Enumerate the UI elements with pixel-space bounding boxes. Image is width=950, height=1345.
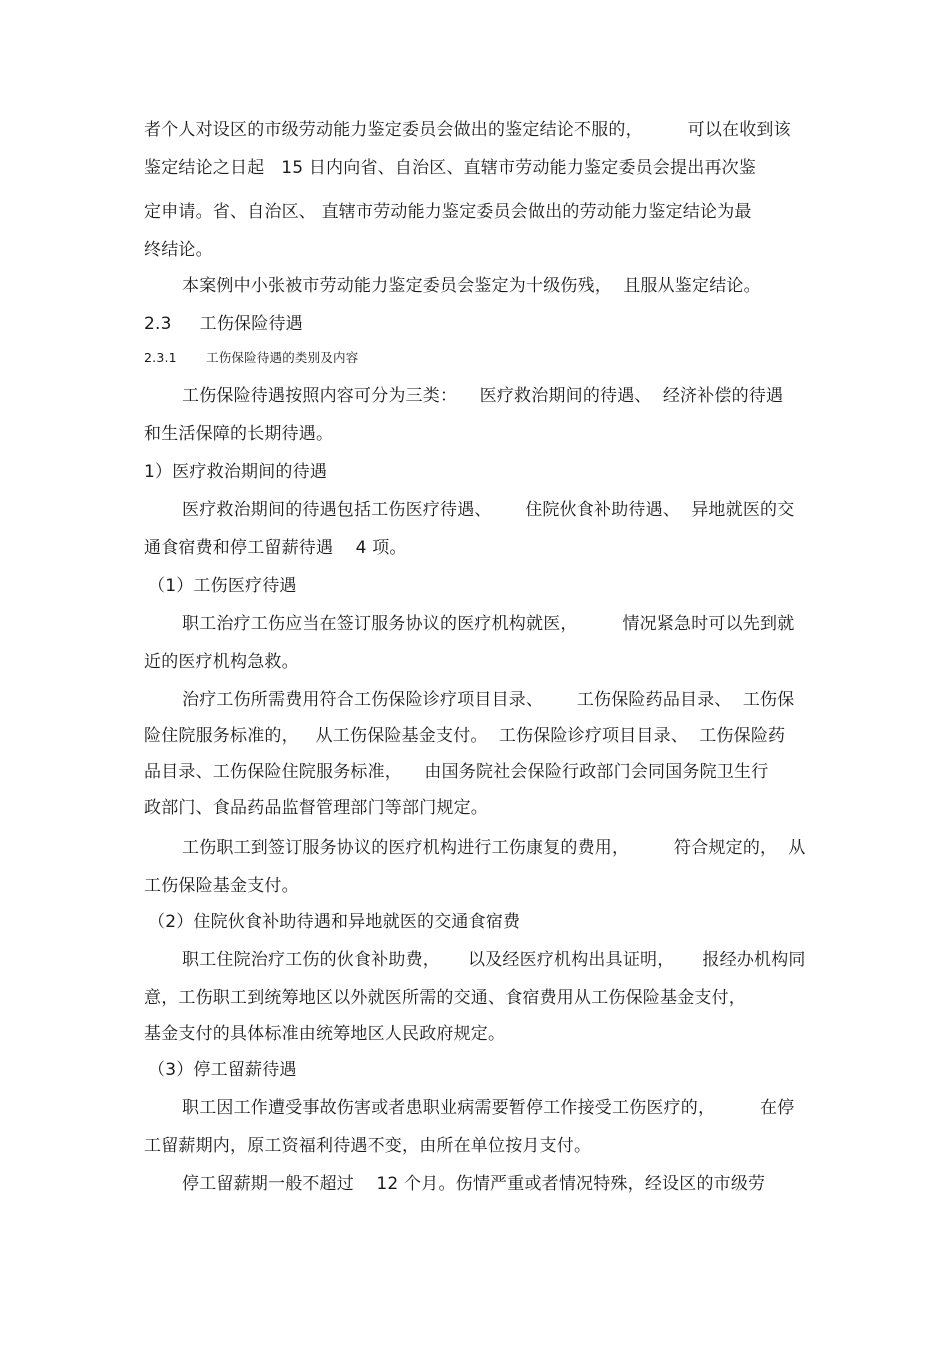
paragraph-line: 本案例中小张被市劳动能力鉴定委员会鉴定为十级伤残， 且服从鉴定结论。 — [182, 276, 761, 296]
paragraph-line: 者个人对设区的市级劳动能力鉴定委员会做出的鉴定结论不服的， 可以在收到该 — [144, 120, 791, 140]
item-heading: （2）住院伙食补助待遇和异地就医的交通食宿费 — [148, 912, 521, 932]
paragraph-line: 职工因工作遭受事故伤害或者患职业病需要暂停工作接受工伤医疗的， 在停 — [182, 1098, 795, 1118]
paragraph-line: 工伤保险待遇按照内容可分为三类： 医疗救治期间的待遇、 经济补偿的待遇 — [182, 386, 784, 406]
paragraph-line: 意，工伤职工到统筹地区以外就医所需的交通、食宿费用从工伤保险基金支付， — [144, 988, 746, 1008]
paragraph-line: 险住院服务标准的， 从工伤保险基金支付。 工伤保险诊疗项目目录、 工伤保险药 — [144, 726, 786, 746]
item-heading: （1）工伤医疗待遇 — [148, 576, 297, 596]
paragraph-line: 和生活保障的长期待遇。 — [144, 424, 334, 444]
paragraph-line: 停工留薪期一般不超过 12 个月。伤情严重或者情况特殊，经设区的市级劳 — [182, 1174, 766, 1194]
paragraph-line: 基金支付的具体标准由统筹地区人民政府规定。 — [144, 1024, 506, 1044]
item-heading: （3）停工留薪待遇 — [148, 1060, 297, 1080]
list-heading: 1）医疗救治期间的待遇 — [144, 462, 328, 482]
paragraph-line: 医疗救治期间的待遇包括工伤医疗待遇、 住院伙食补助待遇、 异地就医的交 — [182, 500, 795, 520]
paragraph-line: 通食宿费和停工留薪待遇 4 项。 — [144, 538, 407, 558]
subsection-heading: 2.3.1 工伤保险待遇的类别及内容 — [144, 350, 359, 365]
paragraph-line: 定申请。省、自治区、 直辖市劳动能力鉴定委员会做出的劳动能力鉴定结论为最 — [144, 202, 752, 222]
paragraph-line: 终结论。 — [144, 240, 213, 260]
paragraph-line: 职工治疗工伤应当在签订服务协议的医疗机构就医， 情况紧急时可以先到就 — [182, 614, 795, 634]
paragraph-line: 工伤职工到签订服务协议的医疗机构进行工伤康复的费用， 符合规定的， 从 — [182, 838, 806, 858]
paragraph-line: 工伤保险基金支付。 — [144, 876, 299, 896]
paragraph-line: 治疗工伤所需费用符合工伤保险诊疗项目目录、 工伤保险药品目录、 工伤保 — [182, 690, 795, 710]
paragraph-line: 政部门、食品药品监督管理部门等部门规定。 — [144, 798, 488, 818]
paragraph-line: 职工住院治疗工伤的伙食补助费， 以及经医疗机构出具证明， 报经办机构同 — [182, 950, 806, 970]
paragraph-line: 鉴定结论之日起 15 日内向省、自治区、直辖市劳动能力鉴定委员会提出再次鉴 — [144, 158, 757, 178]
paragraph-line: 近的医疗机构急救。 — [144, 652, 299, 672]
paragraph-line: 品目录、工伤保险住院服务标准， 由国务院社会保险行政部门会同国务院卫生行 — [144, 762, 769, 782]
paragraph-line: 工留薪期内，原工资福利待遇不变，由所在单位按月支付。 — [144, 1136, 592, 1156]
section-heading: 2.3 工伤保险待遇 — [144, 314, 303, 334]
